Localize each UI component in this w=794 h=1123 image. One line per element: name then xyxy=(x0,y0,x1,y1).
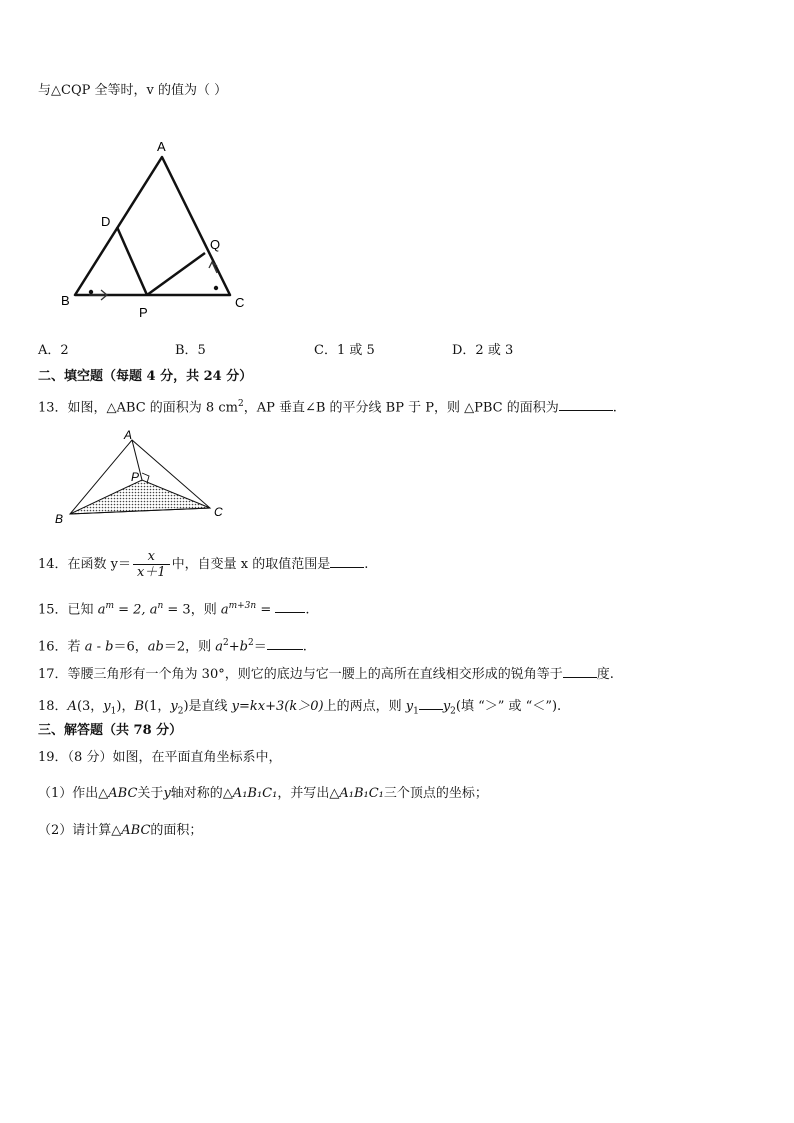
q19-p1-mid3: ，并写出 xyxy=(277,786,330,801)
q16-sq1: 2 xyxy=(222,638,229,648)
q15-cond-sup1: m xyxy=(105,601,114,611)
q15-cond-sup2: n xyxy=(157,601,164,611)
q18-t5: )是直线 xyxy=(183,699,232,714)
q18-t7: (填 “＞” 或 “＜”). xyxy=(455,699,562,714)
q15-expr-sup: m+3n xyxy=(228,601,257,611)
label-b: B xyxy=(55,512,64,526)
q16-eq3: ＝ xyxy=(253,639,267,655)
q19-p1-tri2: △A₁B₁C₁ xyxy=(329,786,384,801)
q18-t4: (1， xyxy=(144,699,171,714)
q19-p1-mid: 关于 xyxy=(137,786,164,801)
option-c[interactable]: C．1 或 5 xyxy=(314,343,375,358)
segment-dp xyxy=(117,227,147,295)
q16-answer-blank[interactable] xyxy=(267,637,303,650)
q18-s1b: 1 xyxy=(413,706,419,717)
label-p: P xyxy=(139,305,148,320)
q14-post: 中，自变量 x 的取值范围是 xyxy=(171,557,331,572)
q13-sup: 2 xyxy=(237,399,244,409)
q15-end: . xyxy=(305,602,310,618)
q15-answer-blank[interactable] xyxy=(275,600,305,613)
triangle-abc xyxy=(75,157,230,295)
q12-options xyxy=(38,342,598,360)
section2-heading: 二、填空题（每题 4 分，共 24 分） xyxy=(38,369,253,384)
label-a: A xyxy=(157,139,166,154)
q17-answer-blank[interactable] xyxy=(563,665,597,678)
q18-s2b: 2 xyxy=(450,706,456,717)
q16-b2: b xyxy=(239,639,248,655)
q15-eq: = xyxy=(256,602,276,618)
label-c: C xyxy=(214,505,223,519)
q16-ab: ab xyxy=(147,639,164,655)
q14-answer-blank[interactable] xyxy=(330,555,364,568)
option-a[interactable]: A．2 xyxy=(38,343,69,358)
q19-p1-pre: （1）作出 xyxy=(38,786,99,801)
q16-plus: + xyxy=(228,639,240,655)
q15-mid: ，则 xyxy=(190,602,221,618)
q15-cond-end: = 3 xyxy=(163,602,191,618)
label-c: C xyxy=(235,295,245,310)
q19-part1 xyxy=(38,785,488,803)
q19-p1-end: 三个顶点的坐标； xyxy=(383,786,488,801)
q19-p1-mid2: 轴对称的 xyxy=(170,786,223,801)
q18-t6: 上的两点，则 xyxy=(323,699,406,714)
q18-y2: y xyxy=(170,699,178,714)
q18-point-b: B xyxy=(134,699,145,714)
q14-denominator: x＋1 xyxy=(137,565,166,580)
q13-text xyxy=(38,395,617,417)
q16-end: . xyxy=(302,639,307,655)
q18-point-a: A xyxy=(67,699,77,714)
q18-line-eq: y=kx+3(k＞0) xyxy=(231,699,324,714)
q14-numerator: x xyxy=(133,549,170,565)
option-b[interactable]: B．5 xyxy=(175,343,206,358)
label-q: Q xyxy=(210,237,221,252)
q18-y1: y xyxy=(103,699,111,714)
q16-sq2: 2 xyxy=(247,638,254,648)
q16-a1: a xyxy=(84,639,93,655)
q18-s1: 1 xyxy=(110,706,117,717)
q19-p1-tri: △ABC xyxy=(98,786,138,801)
q14-pre: 14．在函数 y＝ xyxy=(38,557,132,572)
q19-p1-axis: y xyxy=(163,786,171,801)
q19-p1-tri1: △A₁B₁C₁ xyxy=(222,786,278,801)
q17-end: 度. xyxy=(596,667,614,682)
segment-pq xyxy=(147,253,205,295)
q19-p2-pre: （2）请计算 xyxy=(38,823,112,838)
section3-heading: 三、解答题（共 78 分） xyxy=(38,723,183,738)
q17-text xyxy=(38,665,614,684)
label-a: A xyxy=(124,428,133,442)
q12-triangle-figure xyxy=(55,135,265,320)
q18-num: 18． xyxy=(38,699,68,714)
q16-eq2: ＝2，则 xyxy=(163,639,216,655)
q18-y2b: y xyxy=(442,699,451,714)
q16-pre: 16．若 xyxy=(38,639,85,655)
q16-text xyxy=(38,634,307,656)
q13-answer-blank[interactable] xyxy=(559,398,613,411)
label-d: D xyxy=(101,214,111,229)
q18-s2: 2 xyxy=(177,706,184,717)
q13-post: ，AP 垂直∠B 的平分线 BP 于 P，则 △PBC 的面积为 xyxy=(243,400,559,416)
q19-p2-end: 的面积； xyxy=(150,823,203,838)
q15-pre: 15．已知 xyxy=(38,602,98,618)
q14-text xyxy=(38,548,368,582)
option-d[interactable]: D．2 或 3 xyxy=(452,343,514,358)
q14-end: . xyxy=(364,557,369,572)
q16-minus: - xyxy=(92,639,106,655)
q18-t2: (3， xyxy=(76,699,104,714)
q17-body: 17．等腰三角形有一个角为 30°，则它的底边与它一腰上的高所在直线相交形成的锐角等于 xyxy=(38,667,563,682)
q14-fraction xyxy=(133,549,170,580)
q18-t3: )， xyxy=(116,699,135,714)
q18-answer-blank[interactable] xyxy=(419,697,443,710)
q18-y1b: y xyxy=(405,699,414,714)
q16-a2: a xyxy=(215,639,223,655)
q15-text xyxy=(38,597,310,619)
q18-text xyxy=(38,697,561,721)
q16-eq1: ＝6， xyxy=(113,639,148,655)
q16-b1: b xyxy=(105,639,114,655)
q13-end: . xyxy=(612,400,617,416)
q15-cond-mid: = 2, a xyxy=(114,602,158,618)
angle-mark-c xyxy=(214,286,218,290)
q13-triangle-figure xyxy=(50,428,240,528)
q13-pre: 13．如图，△ABC 的面积为 8 cm xyxy=(38,400,238,416)
label-p: P xyxy=(131,470,140,484)
q15-expr: a xyxy=(220,602,229,618)
q15-cond: a xyxy=(97,602,106,618)
q19-p2-tri: △ABC xyxy=(111,823,151,838)
label-b: B xyxy=(61,293,70,308)
q19-part2 xyxy=(38,822,202,840)
q12-tail-text: 与△CQP 全等时，v 的值为（ ） xyxy=(38,83,228,98)
angle-mark-b xyxy=(89,290,93,294)
q19-intro: 19．（8 分）如图，在平面直角坐标系中， xyxy=(38,750,282,765)
